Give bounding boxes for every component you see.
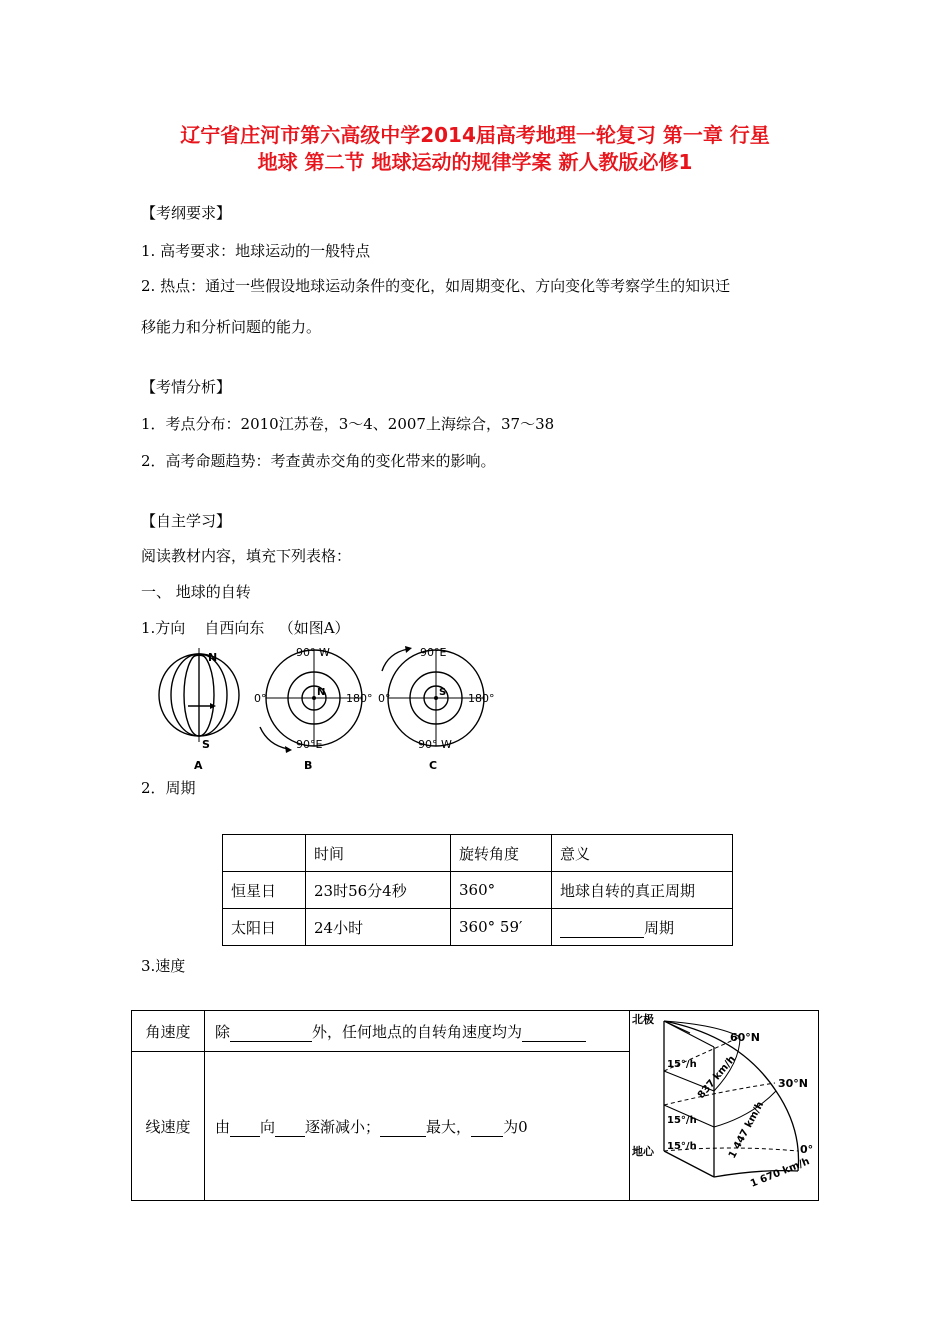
south-pole-label: S bbox=[439, 687, 447, 698]
table-header-cell: 旋转角度 bbox=[451, 835, 552, 872]
view-c-bottom-label: 90° W bbox=[418, 738, 452, 751]
angular-speed-content bbox=[205, 1011, 630, 1052]
table-row bbox=[223, 909, 733, 946]
table-row bbox=[132, 1011, 819, 1052]
speed-table bbox=[131, 1010, 819, 1201]
speed-60-label: 837 km/h bbox=[695, 1053, 738, 1101]
period-label: 2．周期 bbox=[141, 779, 196, 797]
earth-center-label: 地心 bbox=[632, 1145, 654, 1158]
view-b-left-label: 0° bbox=[254, 692, 267, 705]
table-cell: 24小时 bbox=[306, 909, 451, 946]
table-row bbox=[223, 835, 733, 872]
period-table bbox=[222, 834, 733, 946]
view-b-bottom-label: 90°E bbox=[296, 738, 323, 751]
exam-analysis-item-1: 1．考点分布：2010江苏卷，3～4、2007上海综合，37～38 bbox=[141, 415, 555, 433]
self-study-heading: 【自主学习】 bbox=[141, 512, 232, 530]
table-cell: 恒星日 bbox=[223, 872, 306, 909]
exam-requirements-heading: 【考纲要求】 bbox=[141, 204, 232, 222]
linear-text-5: 为0 bbox=[503, 1117, 528, 1136]
exam-analysis-heading: 【考情分析】 bbox=[141, 378, 232, 396]
table-header-cell: 意义 bbox=[552, 835, 733, 872]
exam-requirement-item-2: 2. 热点：通过一些假设地球运动条件的变化，如周期变化、方向变化等考察学生的知识迁 bbox=[141, 277, 731, 295]
angular-middle: 外，任何地点的自转角速度均为 bbox=[312, 1022, 523, 1041]
speed-0-label: 1 670 km/h bbox=[749, 1156, 812, 1190]
linear-text-1: 由 bbox=[215, 1117, 231, 1136]
exam-analysis-item-2: 2．高考命题趋势：考查黄赤交角的变化带来的影响。 bbox=[141, 452, 496, 470]
north-pole-label: N bbox=[317, 687, 326, 698]
table-cell: 360° 59′ bbox=[451, 909, 552, 946]
north-pole-label: 北极 bbox=[632, 1013, 654, 1026]
angle-label-2: 15°/h bbox=[667, 1115, 697, 1126]
fill-blank[interactable] bbox=[230, 1118, 260, 1137]
table-cell: 太阳日 bbox=[223, 909, 306, 946]
fill-blank[interactable] bbox=[471, 1118, 503, 1137]
table-cell: 地球自转的真正周期 bbox=[552, 872, 733, 909]
document-title bbox=[120, 122, 830, 176]
table-row bbox=[223, 872, 733, 909]
fill-blank[interactable] bbox=[560, 919, 644, 938]
exam-requirement-item-1: 1. 高考要求：地球运动的一般特点 bbox=[141, 242, 371, 260]
section-rotation-heading: 一、 地球的自转 bbox=[141, 583, 251, 601]
latitude-30-label: 30°N bbox=[778, 1077, 809, 1090]
title-line-1: 辽宁省庄河市第六高级中学2014届高考地理一轮复习 第一章 行星 bbox=[180, 123, 770, 147]
fill-blank[interactable] bbox=[230, 1023, 312, 1042]
table-cell: 360° bbox=[451, 872, 552, 909]
view-c-top-label: 90°E bbox=[420, 646, 447, 659]
rotation-direction: 1.方向 自西向东 （如图A） bbox=[141, 619, 350, 637]
linear-speed-label: 线速度 bbox=[132, 1052, 205, 1201]
figure-label-b: B bbox=[304, 759, 313, 772]
title-line-2: 地球 第二节 地球运动的规律学案 新人教版必修1 bbox=[257, 150, 693, 174]
fill-blank[interactable] bbox=[275, 1118, 305, 1137]
view-b-right-label: 180° bbox=[346, 692, 373, 705]
globe-south-label: S bbox=[202, 738, 210, 751]
speed-figure-cell bbox=[630, 1011, 819, 1201]
speed-30-label: 1 447 km/h bbox=[726, 1099, 767, 1161]
table-header-cell: 时间 bbox=[306, 835, 451, 872]
angle-label-1: 15°/h bbox=[667, 1059, 697, 1070]
self-study-intro: 阅读教材内容，填充下列表格： bbox=[141, 547, 352, 565]
speed-label: 3.速度 bbox=[141, 957, 186, 975]
angular-speed-label: 角速度 bbox=[132, 1011, 205, 1052]
linear-text-2: 向 bbox=[260, 1117, 276, 1136]
view-b-top-label: 90° W bbox=[296, 646, 330, 659]
equator-label: 0° bbox=[800, 1143, 814, 1156]
figure-label-a: A bbox=[194, 759, 203, 772]
linear-text-4: 最大， bbox=[426, 1117, 472, 1136]
rotation-figure bbox=[150, 645, 505, 773]
table-header-cell bbox=[223, 835, 306, 872]
latitude-60-label: 60°N bbox=[730, 1031, 761, 1044]
angle-label-3: 15°/h bbox=[667, 1141, 697, 1152]
table-cell: 23时56分4秒 bbox=[306, 872, 451, 909]
linear-speed-figure bbox=[630, 1011, 818, 1197]
globe-figure-a bbox=[159, 648, 239, 742]
linear-speed-content bbox=[205, 1052, 630, 1201]
figure-label-c: C bbox=[429, 759, 438, 772]
linear-text-3: 逐渐减小； bbox=[305, 1117, 381, 1136]
table-cell-text: 周期 bbox=[644, 918, 675, 937]
fill-blank[interactable] bbox=[380, 1118, 426, 1137]
angular-prefix: 除 bbox=[215, 1022, 231, 1041]
exam-requirement-item-2-cont: 移能力和分析问题的能力。 bbox=[141, 318, 322, 336]
view-c-right-label: 180° bbox=[468, 692, 495, 705]
view-c-left-label: 0° bbox=[378, 692, 391, 705]
fill-blank[interactable] bbox=[522, 1023, 586, 1042]
table-cell bbox=[552, 909, 733, 946]
globe-north-label: N bbox=[208, 651, 218, 664]
